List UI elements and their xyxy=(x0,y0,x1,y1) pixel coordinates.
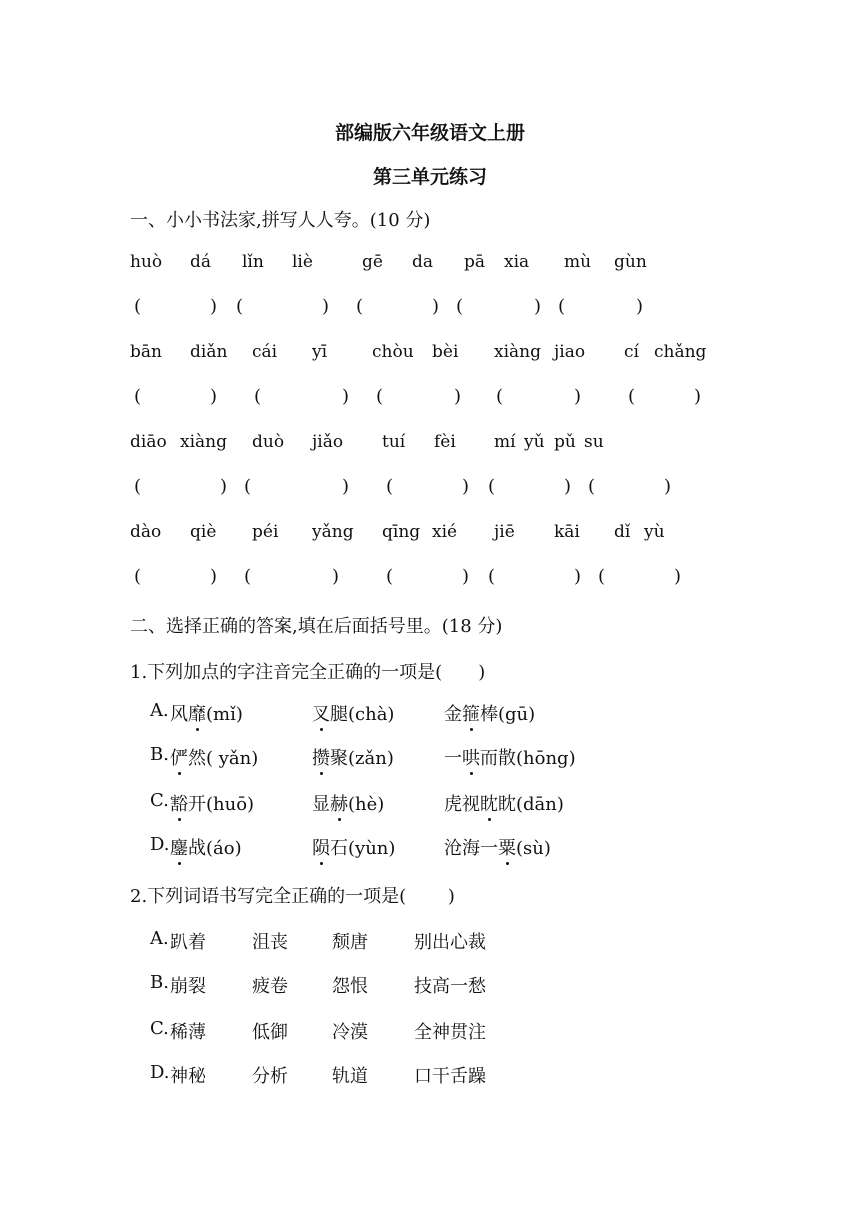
q2-option-a xyxy=(150,928,650,954)
pinyin-syllable: gē xyxy=(362,252,383,272)
pinyin-syllable: diǎn xyxy=(190,342,228,362)
pinyin-syllable: kāi xyxy=(554,522,580,542)
blank-close: ) xyxy=(564,476,572,497)
option-letter: D. xyxy=(150,834,170,855)
option-letter: D. xyxy=(150,1062,170,1083)
blank-close: ) xyxy=(574,386,582,407)
blank-close: ) xyxy=(694,386,702,407)
option-letter: B. xyxy=(150,744,169,765)
pinyin-syllable: diāo xyxy=(130,432,167,452)
blank-open: ( xyxy=(244,476,252,497)
option-word: 轨道 xyxy=(332,1066,368,1087)
pinyin-syllable: chòu xyxy=(372,342,414,362)
dotted-char: 攒 xyxy=(312,744,330,770)
option-item: 沧海一粟(sù) xyxy=(444,834,551,860)
pinyin-syllable: lǐn xyxy=(242,252,264,272)
blank-close: ) xyxy=(664,476,672,497)
dotted-char: 靡 xyxy=(188,700,206,726)
option-item: 一哄而散(hōng) xyxy=(444,744,576,770)
option-item: 攒聚(zǎn) xyxy=(312,744,394,770)
blank-open: ( xyxy=(134,296,142,317)
pinyin-syllable: yǔ xyxy=(524,432,545,452)
option-word: 稀薄 xyxy=(170,1022,206,1043)
pinyin-syllable: yù xyxy=(644,522,665,542)
option-item: 陨石(yùn) xyxy=(312,834,395,860)
q2-option-d xyxy=(150,1062,650,1088)
question-2-stem: 2.下列词语书写完全正确的一项是( ) xyxy=(130,886,455,907)
dotted-char: 鏖 xyxy=(170,834,188,860)
q1-option-c xyxy=(150,790,750,816)
pinyin-syllable: jiē xyxy=(494,522,515,542)
pinyin-syllable: da xyxy=(412,252,434,272)
answer-brackets-row-3 xyxy=(0,476,860,500)
option-word: 全神贯注 xyxy=(414,1022,486,1043)
q2-option-c xyxy=(150,1018,650,1044)
blank-close: ) xyxy=(454,386,462,407)
dotted-char: 俨 xyxy=(170,744,188,770)
blank-open: ( xyxy=(134,566,142,587)
pinyin-row-1 xyxy=(0,252,860,276)
blank-close: ) xyxy=(342,386,350,407)
pinyin-row-4 xyxy=(0,522,860,546)
blank-close: ) xyxy=(332,566,340,587)
pinyin-syllable: xiàng xyxy=(494,342,541,362)
blank-open: ( xyxy=(496,386,504,407)
pinyin-syllable: cí xyxy=(624,342,639,362)
blank-close: ) xyxy=(322,296,330,317)
blank-open: ( xyxy=(628,386,636,407)
option-item: 叉腿(chà) xyxy=(312,700,394,726)
answer-brackets-row-2 xyxy=(0,386,860,410)
pinyin-syllable: bèi xyxy=(432,342,459,362)
pinyin-syllable: yǎng xyxy=(312,522,354,542)
blank-open: ( xyxy=(254,386,262,407)
option-item: 风靡(mǐ) xyxy=(170,700,243,726)
pinyin-syllable: duò xyxy=(252,432,285,452)
pinyin-syllable: liè xyxy=(292,252,313,272)
option-word: 沮丧 xyxy=(252,932,288,953)
option-word: 低御 xyxy=(252,1022,288,1043)
blank-open: ( xyxy=(386,476,394,497)
blank-close: ) xyxy=(210,296,218,317)
pinyin-syllable: dǐ xyxy=(614,522,631,542)
option-letter: B. xyxy=(150,972,169,993)
pinyin-syllable: péi xyxy=(252,522,279,542)
pinyin-syllable: jiao xyxy=(554,342,586,362)
dotted-char: 粟 xyxy=(498,834,516,860)
pinyin-syllable: xia xyxy=(504,252,530,272)
option-item: 鏖战(áo) xyxy=(170,834,242,860)
dotted-char: 叉 xyxy=(312,700,330,726)
blank-close: ) xyxy=(210,566,218,587)
pinyin-syllable: jiǎo xyxy=(312,432,344,452)
blank-open: ( xyxy=(456,296,464,317)
page-title: 部编版六年级语文上册 xyxy=(334,122,525,144)
option-item: 虎视眈眈(dān) xyxy=(444,790,564,816)
pinyin-syllable: cái xyxy=(252,342,278,362)
question-1-stem: 1.下列加点的字注音完全正确的一项是( ) xyxy=(130,662,486,683)
blank-open: ( xyxy=(588,476,596,497)
option-letter: C. xyxy=(150,1018,169,1039)
answer-brackets-row-4 xyxy=(0,566,860,590)
blank-close: ) xyxy=(432,296,440,317)
pinyin-syllable: yī xyxy=(312,342,328,362)
blank-close: ) xyxy=(462,566,470,587)
blank-open: ( xyxy=(134,386,142,407)
q1-option-d xyxy=(150,834,750,860)
pinyin-syllable: gùn xyxy=(614,252,647,272)
pinyin-syllable: tuí xyxy=(382,432,406,452)
option-word: 分析 xyxy=(252,1066,288,1087)
option-letter: C. xyxy=(150,790,169,811)
blank-open: ( xyxy=(488,566,496,587)
pinyin-syllable: chǎng xyxy=(654,342,707,362)
blank-close: ) xyxy=(674,566,682,587)
pinyin-syllable: qiè xyxy=(190,522,217,542)
dotted-char: 哄 xyxy=(462,744,480,770)
option-word: 技高一愁 xyxy=(414,976,486,997)
pinyin-syllable: su xyxy=(584,432,604,452)
blank-close: ) xyxy=(342,476,350,497)
blank-open: ( xyxy=(244,566,252,587)
page-subtitle: 第三单元练习 xyxy=(372,166,487,188)
blank-open: ( xyxy=(376,386,384,407)
pinyin-syllable: dá xyxy=(190,252,212,272)
option-item: 俨然( yǎn) xyxy=(170,744,258,770)
blank-close: ) xyxy=(220,476,228,497)
option-word: 颓唐 xyxy=(332,932,368,953)
option-word: 怨恨 xyxy=(332,976,368,997)
pinyin-syllable: fèi xyxy=(434,432,456,452)
pinyin-syllable: bān xyxy=(130,342,162,362)
pinyin-syllable: mí xyxy=(494,432,516,452)
option-item: 显赫(hè) xyxy=(312,790,384,816)
blank-open: ( xyxy=(558,296,566,317)
dotted-char: 眈 xyxy=(480,790,498,816)
blank-open: ( xyxy=(134,476,142,497)
option-word: 疲卷 xyxy=(252,976,288,997)
pinyin-syllable: pā xyxy=(464,252,486,272)
q1-option-b xyxy=(150,744,750,770)
blank-close: ) xyxy=(636,296,644,317)
q1-option-a xyxy=(150,700,750,726)
option-word: 崩裂 xyxy=(170,976,206,997)
pinyin-row-3 xyxy=(0,432,860,456)
pinyin-syllable: xiàng xyxy=(180,432,227,452)
pinyin-syllable: mù xyxy=(564,252,592,272)
pinyin-syllable: huò xyxy=(130,252,163,272)
dotted-char: 箍 xyxy=(462,700,480,726)
blank-open: ( xyxy=(488,476,496,497)
q2-option-b xyxy=(150,972,650,998)
blank-open: ( xyxy=(598,566,606,587)
pinyin-row-2 xyxy=(0,342,860,366)
option-word: 口干舌躁 xyxy=(414,1066,486,1087)
pinyin-syllable: qīng xyxy=(382,522,421,542)
dotted-char: 豁 xyxy=(170,790,188,816)
option-letter: A. xyxy=(150,928,169,949)
section2-heading: 二、选择正确的答案,填在后面括号里。(18 分) xyxy=(130,616,503,637)
option-item: 金箍棒(gū) xyxy=(444,700,535,726)
dotted-char: 陨 xyxy=(312,834,330,860)
pinyin-syllable: dào xyxy=(130,522,162,542)
blank-close: ) xyxy=(462,476,470,497)
pinyin-syllable: xié xyxy=(432,522,458,542)
pinyin-syllable: pǔ xyxy=(554,432,576,452)
option-word: 冷漠 xyxy=(332,1022,368,1043)
blank-open: ( xyxy=(236,296,244,317)
option-letter: A. xyxy=(150,700,169,721)
dotted-char: 赫 xyxy=(330,790,348,816)
blank-close: ) xyxy=(574,566,582,587)
section1-heading: 一、小小书法家,拼写人人夸。(10 分) xyxy=(130,210,431,231)
option-word: 神秘 xyxy=(170,1066,206,1087)
option-word: 别出心裁 xyxy=(414,932,486,953)
blank-open: ( xyxy=(356,296,364,317)
blank-open: ( xyxy=(386,566,394,587)
blank-close: ) xyxy=(534,296,542,317)
option-item: 豁开(huō) xyxy=(170,790,254,816)
answer-brackets-row-1 xyxy=(0,296,860,320)
blank-close: ) xyxy=(210,386,218,407)
option-word: 趴着 xyxy=(170,932,206,953)
